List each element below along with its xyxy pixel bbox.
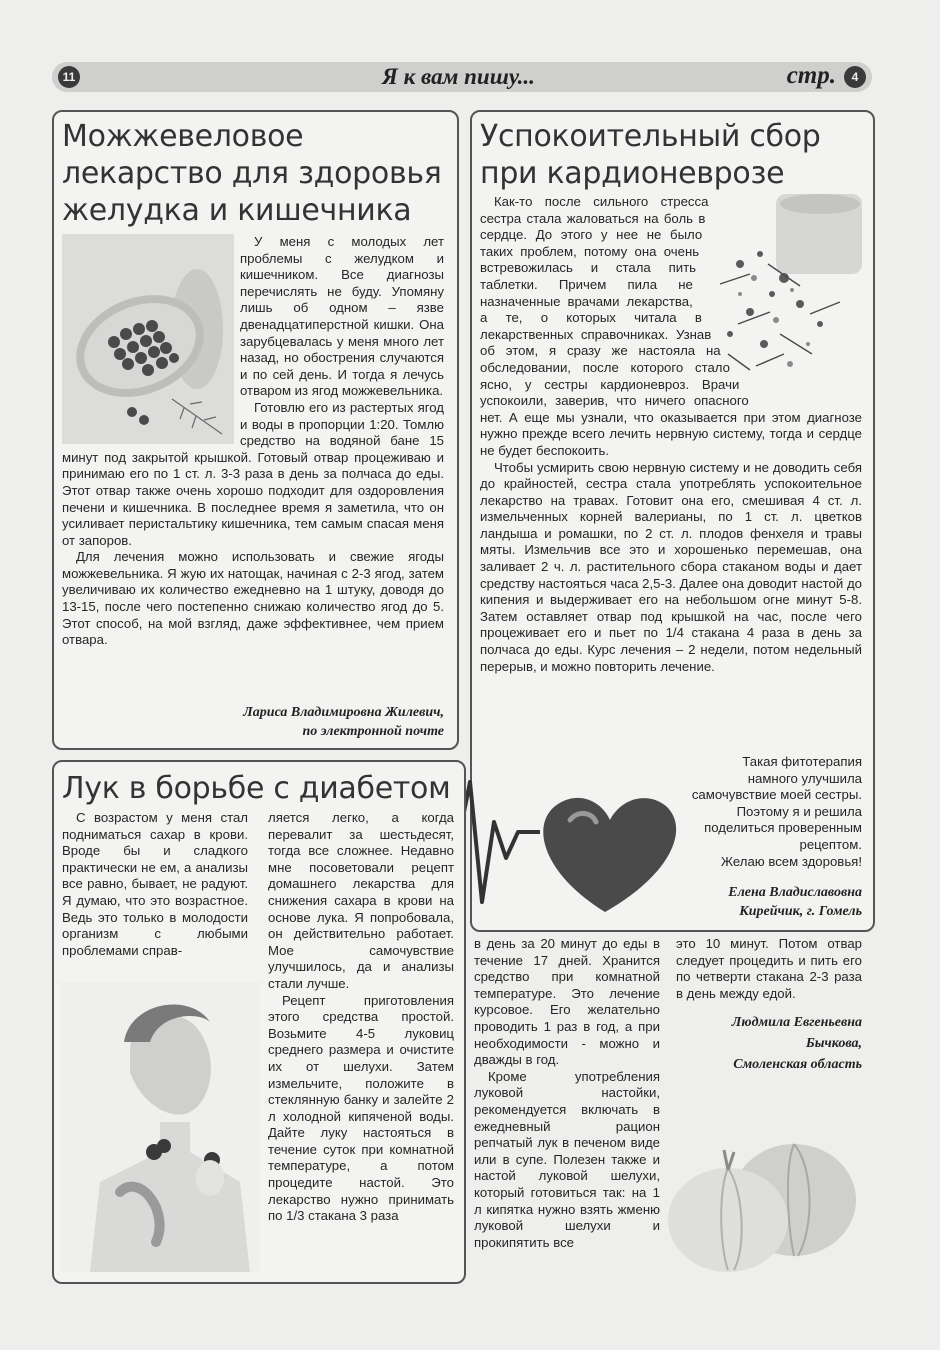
article-cardioneurosis-signature: Елена Владиславовна Кирейчик, г. Гомель [728,885,862,919]
article-juniper-title: Можжевеловое лекарство для здоровья желудка и кишечника [62,119,442,228]
page-number-left: 11 [58,66,80,88]
article-cardioneurosis-body [480,194,862,675]
paragraph: Как-то после сильного стресса сестра стала жаловаться на боль в сердце. До этого у нее не было таких проблем, потому она очень встревожилась и стала пить таблетки. Причем пила не назначенные врачами лекарства, а те, о которых читала в лекарственных справочниках. Узнав об этом, я сразу же настояла на обследовании, после которого стало ясно, у сестры кардионевроз. Врачи успокоили, заверив, что ничего опасного нет. А еще мы узнали, что оказывается при этом диагнозе нужно прежде всего лечить нервную систему, тогда и сердце не будет беспокоить. [480,194,862,458]
article-onion-col1: С возрастом у меня стал подниматься сахар в крови. Вроде бы и сладкого практически не ем, а анализы все равно, бывает, не радуют. Я думаю, что это возрастное. Ведь это только в молодости организм с любыми проблемами справ- [62,810,248,958]
paragraph: Желаю всем здоровья! [720,853,862,869]
article-onion-col4: это 10 минут. Потом отвар следует процедить и пить его по четверти стакана 2-3 раза в день между едой. [676,936,862,1001]
article-juniper-signature: Лариса Владимировна Жилевич, по электронной почте [243,705,444,739]
page-header [52,62,872,92]
article-cardioneurosis-title: Успокоительный сбор при кардионеврозе [480,119,821,191]
paragraph: Такая фитотерапия намного улучшила самочувствие моей сестры. Поэтому я и решила поделиться проверенным рецептом. [691,754,862,852]
article-onion-col3: в день за 20 минут до еды в течение 17 дней. Хранится средство при комнатной температуре. Это лечение курсовое. Его желательно проводить 1 раз в год, а при необходимости - можно и дважды в год. Кроме употребления луковой настойки, рекомендуется включать в ежедневный рацион репчатый лук в печеном виде или в супе. Полезен также и настой луковой шелухи, который готовиться так: на 1 л кипятка нужно взять жменю луковой шелухи и прокипятить все [474,936,660,1250]
paragraph: Чтобы усмирить свою нервную систему и не доводить себя до крайностей, сестра стала употреблять успокоительное лекарство на травах. Готовит она его, смешивая 4 ст. л. измельченных корней валерианы, по 1 ст. л. цветков ландыша и ромашки, по 2 ст. л. плодов фенхеля и травы мяты. Измельчив все это и хорошенько перемешав, она заливает 2 ч. л. растительного сбора стаканом воды и дает средству настояться часа 2,5-3. Далее она доводит настой до кипения и выдерживает его на небольшом огне минут 5-8. Затем оставляет отвар под крышкой на час, после чего процеживает его и пьет по 1/4 стакана 4 раза в день за полчаса до еды. Курс лечения – 2 недели, потом недельный перерыв, и можно повторить лечение. [480,459,862,674]
paragraph: У меня с молодых лет проблемы с желудком и кишечником. Все диагнозы перечислять не буду. Упомяну лишь об одном – язве двенадцатиперстной кишки. Она зарубцевалась у меня много лет назад, но обострения случаются и по сей день. И тогда я лечусь отваром из ягод можжевельника. [240,234,444,399]
onions-image [664,1128,864,1278]
article-juniper-body [62,234,444,649]
page-label: стр. [786,62,836,89]
paragraph: Для лечения можно использовать и свежие ягоды можжевельника. Я жую их натощак, начиная с 2-3 ягод, затем увеличиваю их количество ежедневно на 1 штуку, доводя до 13-15, после чего постепенно снижаю количество ягод до 5. Этот способ, на мой взгляд, даже эффективнее, чем прием отвара. [62,549,444,648]
section-title: Я к вам пишу... [382,64,535,89]
article-onion-title: Лук в борьбе с диабетом [62,771,451,806]
woman-eating-onion-image [60,982,260,1272]
paragraph: Готовлю его из растертых ягод и воды в пропорции 1:20. Томлю средство на водяной бане 15 минут под закрытой крышкой. Готовый отвар процеживаю и принимаю его по 1 ст. л. 3-3 раза в день за полчаса до еды. Этот отвар также очень хорошо подходит для оздоровления печени и кишечника. В последнее время я заметила, что он усиливает перистальтику кишечника, тем самым спасая меня от запоров. [62,399,444,548]
juniper-berries-image [62,234,234,444]
article-onion-col2: ляется легко, а когда перевалит за шестьдесят, тогда все сложнее. Недавно мне посоветовали рецепт домашнего лекарства для снижения сахара в крови на основе лука. Я попробовала, он действительно работает. Мое самочувствие улучшилось, да и анализы стали лучше. Рецепт приготовления этого средства простой. Возьмите 4-5 луковиц среднего размера и очистите их от шелухи. Затем измельчите, положите в стеклянную банку и залейте 2 л холодной кипяченой воды. Дайте луку настояться в течение суток при комнатной температуре, а потом процедите настой. Это лекарство нужно принимать по 1/3 стакана 3 раза [268,810,454,1224]
article-cardioneurosis-tail [680,754,862,870]
page-number-right: 4 [844,66,866,88]
article-onion-signature: Людмила Евгеньевна Бычкова, Смоленская область [731,1015,862,1072]
